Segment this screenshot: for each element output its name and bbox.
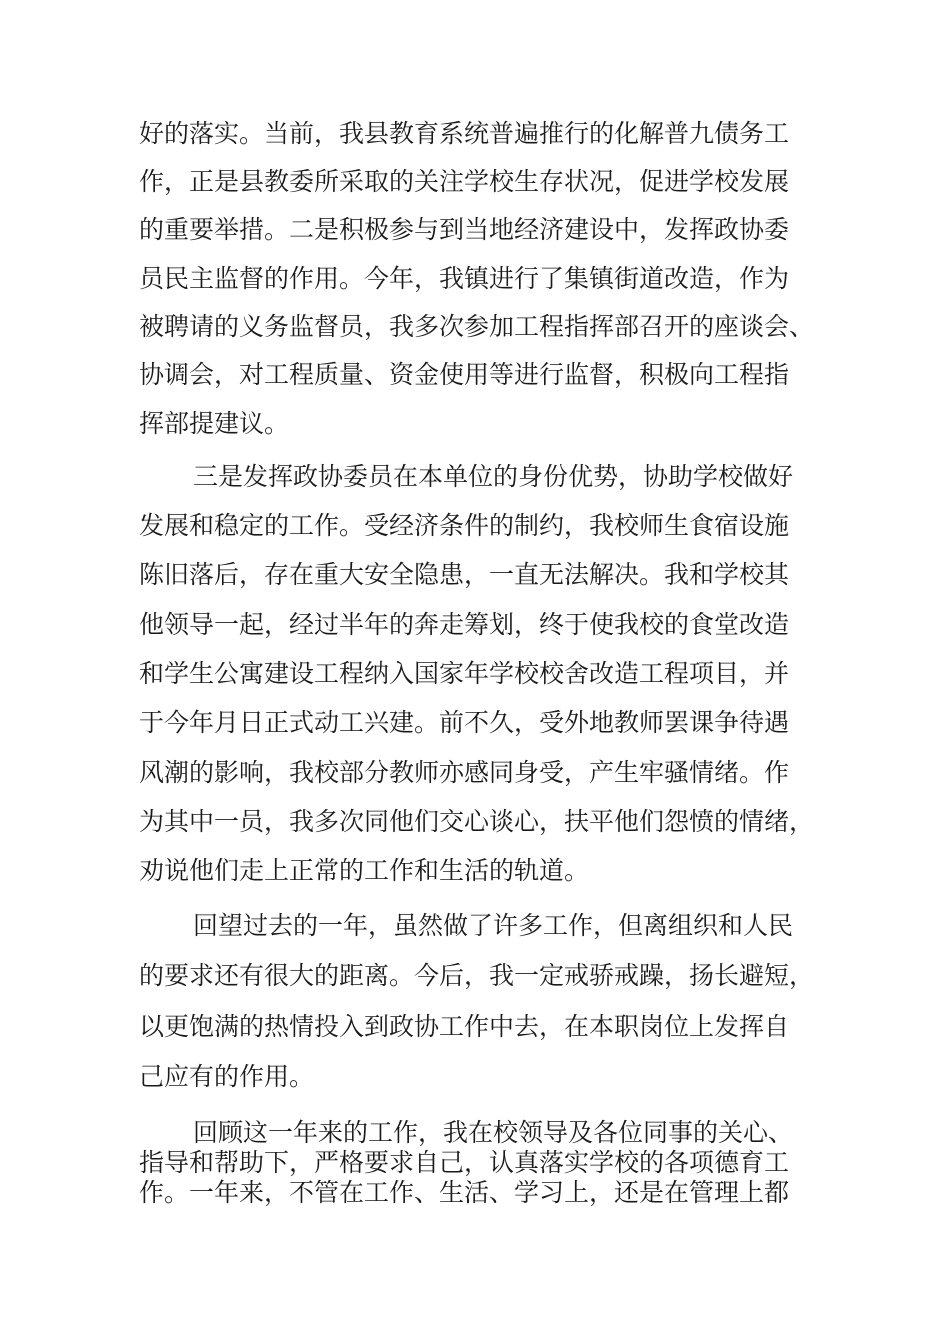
text-line-14: 风潮的影响，我校部分教师亦感同身受，产生牢骚情绪。作 [139,758,790,787]
text-line-5: 被聘请的义务监督员，我多次参加工程指挥部召开的座谈会、 [139,312,815,341]
text-line-4: 员民主监督的作用。今年，我镇进行了集镇街道改造，作为 [139,264,790,293]
text-line-19: 以更饱满的热情投入到政协工作中去，在本职岗位上发挥自 [139,1012,790,1041]
text-line-8: 三是发挥政协委员在本单位的身份优势，协助学校做好 [193,462,794,491]
text-line-20: 己应有的作用。 [139,1062,315,1091]
text-line-6: 协调会，对工程质量、资金使用等进行监督，积极向工程指 [139,360,790,389]
text-line-3: 的重要举措。二是积极参与到当地经济建设中，发挥政协委 [139,215,790,244]
text-line-23: 作。一年来，不管在工作、生活、学习上，还是在管理上都 [139,1178,790,1207]
text-line-15: 为其中一员，我多次同他们交心谈心，扶平他们怨愤的情绪， [139,807,815,836]
text-line-10: 陈旧落后，存在重大安全隐患，一直无法解决。我和学校其 [139,560,790,589]
text-line-2: 作，正是县教委所采取的关注学校生存状况，促进学校发展 [139,167,790,196]
text-line-16: 劝说他们走上正常的工作和生活的轨道。 [139,856,590,885]
text-line-1: 好的落实。当前，我县教育系统普遍推行的化解普九债务工 [139,119,790,148]
text-line-21: 回顾这一年来的工作，我在校领导及各位同事的关心、 [193,1118,794,1147]
text-line-17: 回望过去的一年，虽然做了许多工作，但离组织和人民 [193,911,794,940]
text-line-11: 他领导一起，经过半年的奔走筹划，终于使我校的食堂改造 [139,610,790,639]
text-line-7: 挥部提建议。 [139,409,290,438]
text-line-13: 于今年月日正式动工兴建。前不久，受外地教师罢课争待遇 [139,708,790,737]
text-line-9: 发展和稳定的工作。受经济条件的制约，我校师生食宿设施 [139,511,790,540]
text-line-18: 的要求还有很大的距离。今后，我一定戒骄戒躁，扬长避短， [139,961,815,990]
text-line-22: 指导和帮助下，严格要求自己，认真落实学校的各项德育工 [139,1148,790,1177]
text-line-12: 和学生公寓建设工程纳入国家年学校校舍改造工程项目，并 [139,659,790,688]
